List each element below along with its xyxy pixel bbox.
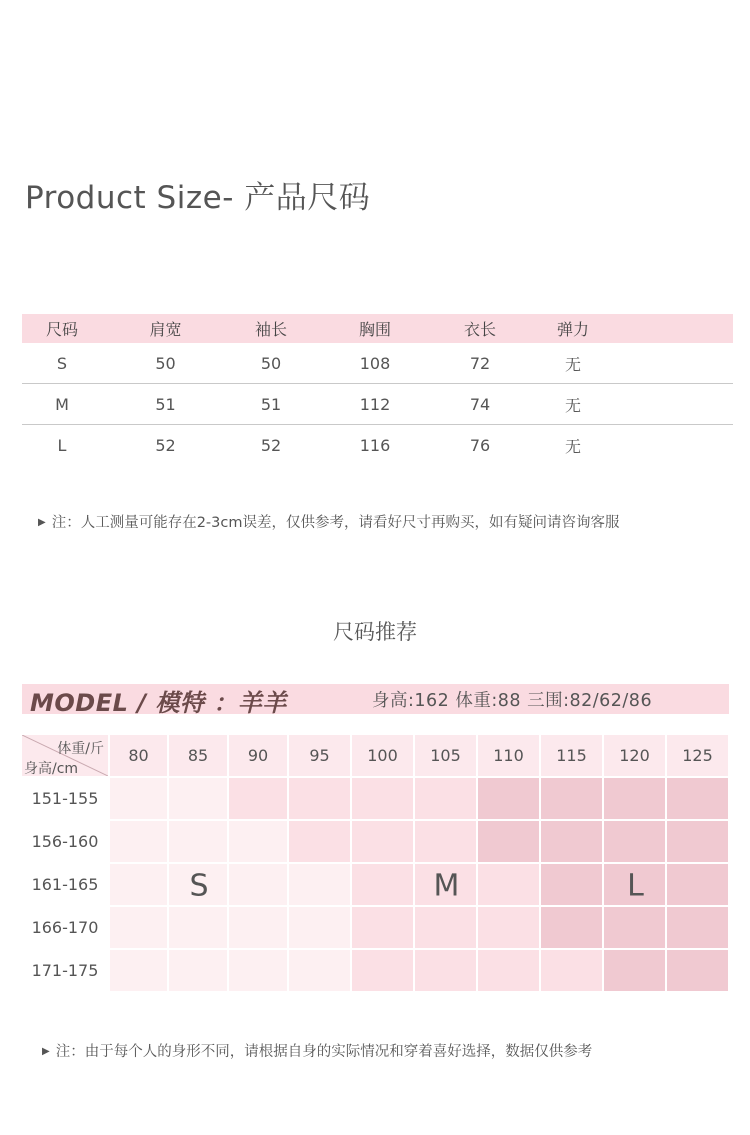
weight-header: 80 bbox=[110, 735, 169, 778]
grid-cell bbox=[541, 907, 604, 950]
header-stretch: 弹力 bbox=[556, 320, 589, 339]
grid-cell bbox=[289, 778, 352, 821]
grid-cell bbox=[110, 950, 169, 993]
height-label: 151-155 bbox=[22, 778, 110, 821]
grid-cell bbox=[415, 821, 478, 864]
table-cell: 52 bbox=[260, 435, 282, 455]
grid-cell bbox=[352, 950, 415, 993]
weight-header: 105 bbox=[415, 735, 478, 778]
table-cell: 无 bbox=[564, 354, 581, 374]
grid-cell bbox=[415, 907, 478, 950]
grid-cell bbox=[289, 864, 352, 907]
grid-cell bbox=[604, 778, 667, 821]
grid-cell bbox=[478, 821, 541, 864]
grid-cell bbox=[478, 864, 541, 907]
table-cell: 112 bbox=[359, 394, 391, 414]
height-label: 171-175 bbox=[22, 950, 110, 993]
grid-cell bbox=[169, 907, 229, 950]
table-cell: 72 bbox=[469, 353, 491, 373]
grid-cell bbox=[110, 778, 169, 821]
grid-cell bbox=[229, 950, 289, 993]
grid-cell bbox=[667, 778, 730, 821]
table-cell: 50 bbox=[260, 353, 282, 373]
table-cell: L bbox=[57, 435, 67, 455]
grid-corner bbox=[22, 735, 110, 778]
grid-cell bbox=[352, 821, 415, 864]
table-row bbox=[22, 425, 733, 465]
grid-cell bbox=[169, 778, 229, 821]
weight-header: 125 bbox=[667, 735, 730, 778]
table-cell: 74 bbox=[469, 394, 491, 414]
page-title: Product Size- 产品尺码 bbox=[25, 180, 371, 216]
grid-cell bbox=[415, 950, 478, 993]
weight-header: 115 bbox=[541, 735, 604, 778]
table-row bbox=[22, 384, 733, 425]
header-length: 衣长 bbox=[463, 320, 496, 339]
grid-cell bbox=[541, 821, 604, 864]
size-mark-s: S bbox=[189, 868, 209, 903]
table-cell: 51 bbox=[155, 394, 176, 414]
grid-cell bbox=[667, 864, 730, 907]
grid-cell bbox=[229, 907, 289, 950]
measurement-note-text: 注：人工测量可能存在2-3cm误差，仅供参考，请看好尺寸再购买，如有疑问请咨询客服 bbox=[51, 515, 620, 531]
grid-cell bbox=[415, 778, 478, 821]
table-cell: 50 bbox=[155, 353, 176, 373]
header-sleeve: 袖长 bbox=[254, 320, 287, 339]
grid-cell bbox=[478, 907, 541, 950]
grid-cell bbox=[169, 950, 229, 993]
size-table-header bbox=[22, 314, 733, 343]
grid-cell bbox=[478, 950, 541, 993]
table-cell: 76 bbox=[469, 435, 491, 455]
grid-cell bbox=[110, 821, 169, 864]
table-row bbox=[22, 343, 733, 384]
model-name: MODEL / 模特 ：羊羊 bbox=[30, 689, 287, 717]
grid-cell bbox=[169, 821, 229, 864]
grid-cell bbox=[229, 778, 289, 821]
table-cell: 52 bbox=[155, 435, 176, 455]
grid-cell bbox=[110, 864, 169, 907]
grid-cell bbox=[289, 821, 352, 864]
model-info-bar bbox=[22, 684, 729, 717]
grid-cell bbox=[667, 821, 730, 864]
weight-header: 120 bbox=[604, 735, 667, 778]
recommend-note-text: 注：由于每个人的身形不同，请根据自身的实际情况和穿着喜好选择，数据仅供参考 bbox=[55, 1044, 593, 1060]
grid-cell bbox=[604, 950, 667, 993]
corner-height-label: 身高/cm bbox=[24, 761, 79, 777]
table-cell: M bbox=[55, 394, 69, 414]
grid-cell bbox=[110, 907, 169, 950]
triangle-bullet-icon: ▶ bbox=[42, 1046, 50, 1057]
grid-cell bbox=[229, 864, 289, 907]
weight-header: 90 bbox=[229, 735, 289, 778]
recommend-title: 尺码推荐 bbox=[333, 620, 417, 644]
size-mark-l: L bbox=[627, 868, 644, 903]
grid-cell bbox=[352, 864, 415, 907]
table-cell: 51 bbox=[260, 394, 282, 414]
table-cell: S bbox=[56, 353, 68, 373]
table-cell: 116 bbox=[359, 435, 391, 455]
header-size: 尺码 bbox=[45, 320, 78, 339]
height-label: 156-160 bbox=[22, 821, 110, 864]
recommend-note bbox=[42, 1040, 592, 1061]
size-mark-m: M bbox=[433, 868, 460, 903]
model-stats: 身高:162 体重:88 三围:82/62/86 bbox=[372, 691, 653, 711]
height-label: 166-170 bbox=[22, 907, 110, 950]
size-table bbox=[22, 314, 733, 465]
grid-cell bbox=[541, 950, 604, 993]
grid-cell bbox=[229, 821, 289, 864]
weight-header: 110 bbox=[478, 735, 541, 778]
weight-header: 100 bbox=[352, 735, 415, 778]
grid-cell bbox=[604, 821, 667, 864]
grid-cell bbox=[604, 907, 667, 950]
weight-header: 85 bbox=[169, 735, 229, 778]
weight-header: 95 bbox=[289, 735, 352, 778]
measurement-note bbox=[38, 511, 619, 532]
grid-cell bbox=[289, 907, 352, 950]
grid-cell bbox=[667, 950, 730, 993]
table-cell: 108 bbox=[359, 353, 391, 373]
grid-cell bbox=[352, 907, 415, 950]
header-bust: 胸围 bbox=[358, 320, 391, 339]
table-cell: 无 bbox=[564, 395, 581, 415]
grid-cell bbox=[667, 907, 730, 950]
height-label: 161-165 bbox=[22, 864, 110, 907]
grid-cell bbox=[541, 778, 604, 821]
table-cell: 无 bbox=[564, 436, 581, 456]
grid-cell bbox=[541, 864, 604, 907]
corner-weight-label: 体重/斤 bbox=[57, 741, 104, 757]
header-shoulder: 肩宽 bbox=[149, 320, 182, 339]
triangle-bullet-icon: ▶ bbox=[38, 517, 46, 528]
grid-cell bbox=[478, 778, 541, 821]
grid-cell bbox=[289, 950, 352, 993]
grid-cell bbox=[352, 778, 415, 821]
